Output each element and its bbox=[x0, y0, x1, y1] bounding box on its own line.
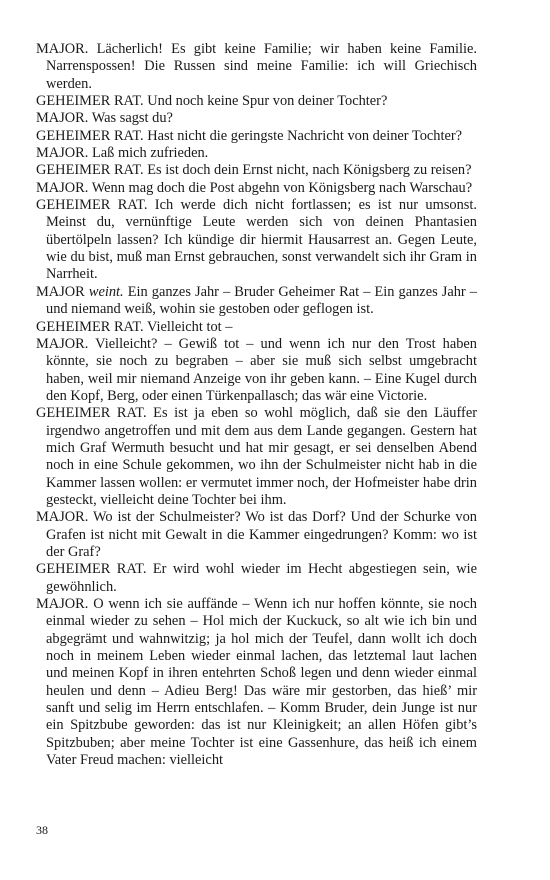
spoken-text: Wenn mag doch die Post abgehn von Königsberg nach Warschau? bbox=[88, 179, 473, 196]
dialogue-paragraph bbox=[36, 284, 477, 319]
dialogue-paragraph bbox=[36, 405, 477, 509]
spoken-text: O wenn ich sie auffände – Wenn ich nur hoffen könnte, sie noch einmal wieder zu sehen – Hol mich der Kuckuck, so alt wie ich bin und abgegrämt und wahnwitzig; ja hol mich der Teufel, dann wollt ich doch noch in meinem Leben wieder einmal lachen, das letztemal laut lachen und meinen Kopf in ihren entehrten Schoß legen und denn wieder einmal heulen und denn – Adieu Berg! Das wäre mir gestorben, das hieß’ mir sanft und selig im Herrn entschlafen. – Komm Bruder, dein Junge ist nur ein Spitzbube geworden: das ist nur Kleinigkeit; an allen Höfen gibt’s Spitzbuben; aber meine Tochter ist eine Gassenhure, das heiß ich einem Vater Freud machen: vielleicht bbox=[46, 596, 477, 769]
page-number: 38 bbox=[36, 823, 48, 837]
spoken-text: Und noch keine Spur von deiner Tochter? bbox=[143, 93, 388, 110]
dialogue-text bbox=[36, 41, 477, 769]
speaker-name: MAJOR. bbox=[36, 110, 89, 127]
spoken-text: Es ist doch dein Ernst nicht, nach Königsberg zu reisen? bbox=[143, 162, 472, 179]
speaker-name: MAJOR. bbox=[36, 179, 89, 196]
spoken-text: Es ist ja eben so wohl möglich, daß sie den Läuffer irgendwo angetroffen und mit dem aus dem Lande gegangen. Gestern hat mich Graf Wermuth besucht und hat mir gesagt, er sei denselben Abend noch in eine Schule gekommen, wo ihn der Schulmeister nicht hab in die Kammer lassen wollen: er vermutet immer noch, der Hofmeister habe drin gesteckt, vielleicht deine Tochter bei ihm. bbox=[46, 405, 478, 508]
dialogue-paragraph bbox=[36, 336, 477, 405]
dialogue-paragraph bbox=[36, 110, 477, 127]
dialogue-paragraph bbox=[36, 197, 477, 284]
dialogue-paragraph bbox=[36, 596, 477, 769]
speaker-name: MAJOR. bbox=[36, 596, 89, 612]
dialogue-paragraph bbox=[36, 509, 477, 561]
speaker-name: GEHEIMER RAT. bbox=[36, 197, 148, 214]
speaker-name: MAJOR. bbox=[36, 509, 89, 526]
spoken-text: Was sagst du? bbox=[88, 110, 173, 127]
dialogue-paragraph bbox=[36, 180, 477, 197]
dialogue-paragraph bbox=[36, 319, 477, 336]
dialogue-paragraph bbox=[36, 162, 477, 179]
dialogue-paragraph bbox=[36, 128, 477, 145]
spoken-text: Er wird wohl wieder im Hecht abgestiegen sein, wie gewöhnlich. bbox=[46, 561, 478, 595]
speaker-name: MAJOR. bbox=[36, 335, 89, 352]
dialogue-paragraph bbox=[36, 41, 477, 93]
spoken-text: Ein ganzes Jahr – Bruder Geheimer Rat – Ein ganzes Jahr – und niemand weiß, wohin sie gestoben oder geflogen ist. bbox=[46, 283, 477, 318]
spoken-text: Lächerlich! Es gibt keine Familie; wir haben keine Familie. Narrenspossen! Die Russen sind meine Familie: ich will Griechisch werden. bbox=[46, 41, 477, 92]
spoken-text: Hast nicht die geringste Nachricht von deiner Tochter? bbox=[143, 127, 463, 144]
dialogue-paragraph bbox=[36, 561, 477, 596]
speaker-name: GEHEIMER RAT. bbox=[36, 162, 144, 179]
dialogue-paragraph bbox=[36, 93, 477, 110]
spoken-text: Vielleicht? – Gewiß tot – und wenn ich nur den Trost haben könnte, sie noch zu begraben – aber sie muß sich selbst umgebracht haben, weil mir niemand Anzeige von ihr geben kann. – Eine Kugel durch den Kopf, Berg, oder einen Türkenpallasch; das wär eine Victorie. bbox=[46, 335, 477, 404]
spoken-text: Laß mich zufrieden. bbox=[88, 145, 209, 162]
speaker-name: GEHEIMER RAT. bbox=[36, 318, 144, 335]
speaker-name: MAJOR. bbox=[36, 145, 89, 162]
speaker-name: GEHEIMER RAT. bbox=[36, 405, 147, 422]
dialogue-paragraph bbox=[36, 145, 477, 162]
speaker-name: GEHEIMER RAT. bbox=[36, 561, 147, 578]
speaker-name: GEHEIMER RAT. bbox=[36, 93, 144, 110]
speaker-name: MAJOR. bbox=[36, 41, 89, 57]
speaker-name: MAJOR bbox=[36, 283, 85, 300]
spoken-text: Vielleicht tot – bbox=[143, 318, 233, 335]
stage-direction: weint. bbox=[84, 283, 124, 300]
spoken-text: Wo ist der Schulmeister? Wo ist das Dorf? Und der Schurke von Grafen ist nicht mit Gewalt in die Kammer eingedrungen? Komm: wo ist der Graf? bbox=[46, 509, 477, 560]
speaker-name: GEHEIMER RAT. bbox=[36, 127, 144, 144]
spoken-text: Ich werde dich nicht fortlassen; es ist nur umsonst. Meinst du, vernünftige Leute werden sich von deinen Phantasien übertölpeln lassen? Ich kündige dir hiermit Hausarrest an. Gegen Leute, wie du bist, muß man Ernst gebrauchen, sonst verwandelt sich ihr Gram in Narrheit. bbox=[46, 197, 478, 283]
